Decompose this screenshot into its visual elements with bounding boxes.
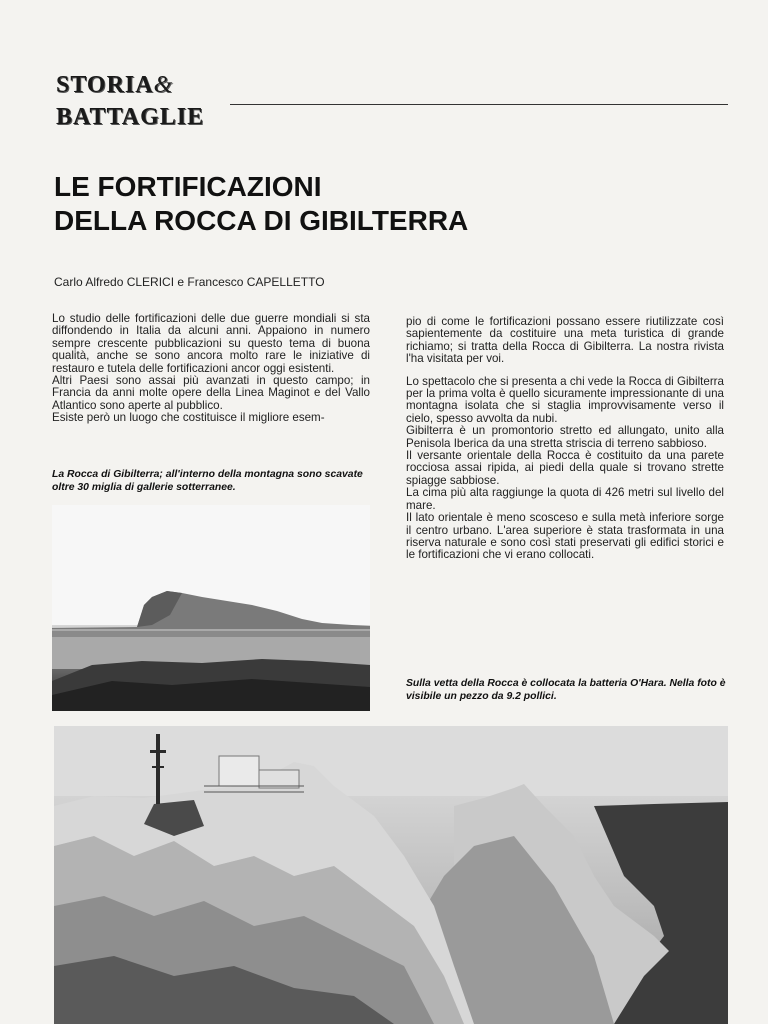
article-title-line-2: DELLA ROCCA DI GIBILTERRA — [54, 205, 469, 236]
photo-rock-illustration — [52, 505, 370, 711]
masthead-line-1 — [56, 72, 728, 98]
photo-battery-illustration — [54, 726, 728, 1024]
article-title-line-1: LE FORTIFICAZIONI — [54, 171, 322, 202]
masthead — [56, 72, 728, 130]
masthead-rule — [230, 104, 728, 105]
paragraph: Altri Paesi sono assai più avanzati in questo campo; in Francia da anni molte opere della Linea Maginot e del Vallo Atlantico sono aperte al pubblico. — [52, 374, 370, 412]
article-authors: Carlo Alfredo CLERICI e Francesco CAPELLETTO — [54, 275, 325, 289]
photo-caption-battery: Sulla vetta della Rocca è collocata la batteria O'Hara. Nella foto è visibile un pezzo da 9.2 pollici. — [406, 678, 726, 702]
masthead-word-storia: STORIA — [56, 72, 154, 98]
paragraph: Il lato orientale è meno scosceso e sulla metà inferiore sorge il centro urbano. L'area superiore è stata trasformata in una riserva naturale e sono così stati preservati gli edifici storici e le fortificazioni che vi erano collocati. — [406, 511, 724, 562]
paragraph: Il versante orientale della Rocca è costituito da una parete rocciosa assai ripida, ai piedi della quale si trovano strette spiagge sabbiose. — [406, 449, 724, 487]
masthead-word-battaglie: BATTAGLIE — [56, 104, 205, 130]
photo-rock-of-gibraltar — [52, 505, 370, 711]
paragraph: La cima più alta raggiunge la quota di 426 metri sul livello del mare. — [406, 486, 724, 512]
paragraph: Lo studio delle fortificazioni delle due guerre mondiali si sta diffondendo in Italia da alcuni anni. Appaiono in numero sempre crescente pubblicazioni su questo tema di buona qualità, anche se sono ancora molto rare le iniziative di restauro e tutela delle fortificazioni ancor oggi esistenti. — [52, 312, 370, 375]
paragraph: Esiste però un luogo che costituisce il migliore esem- — [52, 411, 325, 425]
paragraph: Lo spettacolo che si presenta a chi vede la Rocca di Gibilterra per la prima volta è quello sicuramente impressionante di una montagna isolata che si staglia improvvisamente verso il cielo, spesso avvolta da nubi. — [406, 374, 724, 425]
article-title — [54, 170, 654, 238]
photo-caption-rock: La Rocca di Gibilterra; all'interno della montagna sono scavate oltre 30 miglia di gallerie sotterranee. — [52, 469, 363, 493]
photo-ohara-battery — [54, 726, 728, 1024]
paragraph: pio di come le fortificazioni possano essere riutilizzate così sapientemente da costituire una meta turistica di grande richiamo; si tratta della Rocca di Gibilterra. La nostra rivista l'ha visitata per voi. — [406, 315, 724, 366]
masthead-ampersand: & — [153, 72, 174, 98]
column-right — [406, 316, 724, 562]
column-left — [52, 313, 370, 425]
paragraph: Gibilterra è un promontorio stretto ed allungato, unito alla Penisola Iberica da una stretta striscia di terreno sabbioso. — [406, 424, 724, 450]
